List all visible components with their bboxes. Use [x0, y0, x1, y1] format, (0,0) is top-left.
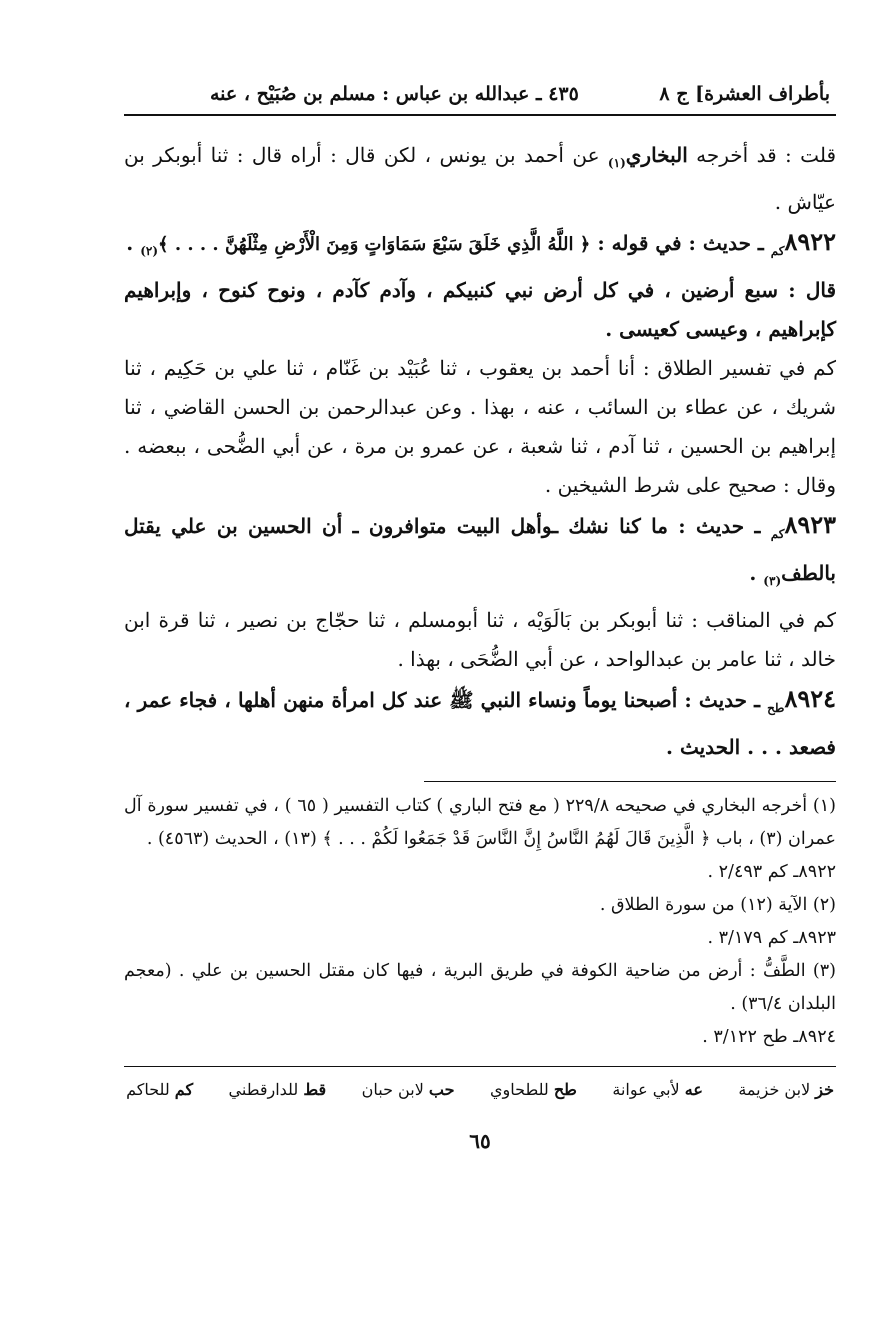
abbr-label: لأبي عوانة [612, 1080, 680, 1099]
footnote-2: (٢) الآية (١٢) من سورة الطلاق . [599, 895, 836, 915]
abbr-label: للطحاوي [489, 1080, 549, 1099]
book-page [124, 74, 836, 1304]
hadith-8923 [124, 505, 836, 601]
footnote-3: (٣) الطَّفُّ : أرض من ضاحية الكوفة في طريق البرية ، فيها كان مقتل الحسين بن علي . (معجم البلدان ٣٦/٤) . [124, 961, 836, 1014]
abbr-code: حب [428, 1080, 455, 1099]
abbr-label: للحاكم [126, 1080, 170, 1099]
hadith-8922 [124, 222, 836, 349]
footnote-ref-8922: ٨٩٢٢ـ كم ٢/٤٩٣ . [707, 862, 836, 882]
source-mark: طح [767, 701, 785, 715]
quran-verse: ﴿ اللَّهُ الَّذِي خَلَقَ سَبْعَ سَمَاوَاتٍ وَمِنَ الْأَرْضِ مِثْلَهُنَّ . . . . ﴾ [158, 234, 591, 255]
abbreviations-key [124, 1067, 836, 1113]
abbr-code: طح [553, 1080, 577, 1099]
abbr-label: للدارقطني [228, 1080, 299, 1099]
text-run: . [749, 561, 764, 585]
abbr-item [490, 1067, 577, 1113]
abbr-code: قط [303, 1080, 327, 1099]
paragraph-note-bukhari [124, 136, 836, 222]
text-run: عن أحمد بن يونس ، لكن قال : أراه قال : ثنا أبوبكر بن عيّاش . [124, 143, 836, 214]
footnote-ref-8924: ٨٩٢٤ـ طح ٣/١٢٢ . [702, 1027, 836, 1047]
hadith-lead: ـ حديث : في قوله : [590, 231, 771, 255]
abbr-item [126, 1067, 193, 1113]
abbr-item [738, 1067, 834, 1113]
footnote-ref: (٢) [140, 244, 159, 258]
text-run: . [126, 231, 141, 255]
header-volume: بأطراف العشرة] ج ٨ [659, 83, 830, 105]
hadith-text: ـ حديث : ما كنا نشك ـوأهل البيت متوافرون ـ أن الحسين بن علي يقتل بالطف [124, 514, 836, 585]
abbr-label: لابن حبان [361, 1080, 424, 1099]
hadith-text: ـ حديث : أصبحنا يوماً ونساء النبي ﷺ عند كل امرأة منهن أهلها ، فجاء عمر ، فصعد . . . الحديث . [124, 688, 836, 759]
page-number: ٦٥ [469, 1129, 491, 1153]
bold-run: البخاري [625, 143, 688, 167]
header-chapter: ٤٣٥ ـ عبدالله بن عباس : مسلم بن صُبَيْح ، عنه [210, 83, 579, 105]
footnote-ref: (١) [607, 156, 626, 170]
abbr-item [612, 1067, 703, 1113]
source-mark: كم [770, 244, 785, 258]
text-run: قلت : قد أخرجه [687, 143, 836, 167]
hadith-text: قال : سبع أرضين ، في كل أرض نبي كنبيكم ، وآدم كآدم ، ونوح كنوح ، وإبراهيم كإبراهيم ، وعيسى كعيسى . [124, 278, 836, 341]
abbr-item [362, 1067, 455, 1113]
abbr-item [229, 1067, 327, 1113]
footnote-ref-8923: ٨٩٢٣ـ كم ٣/١٧٩ . [707, 928, 836, 948]
footnote-1: (١) أخرجه البخاري في صحيحه ٢٢٩/٨ ( مع فتح الباري ) كتاب التفسير ( ٦٥ ) ، في تفسير سورة آل عمران (٣) ، باب ﴿ الَّذِينَ قَالَ لَهُمُ النَّاسُ إِنَّ النَّاسَ قَدْ جَمَعُوا لَكُمْ . . . ﴾ (١٣) ، الحديث (٤٥٦٣) . [124, 796, 836, 849]
source-mark: كم [770, 527, 785, 541]
hadith-number: ٨٩٢٣ [784, 510, 836, 539]
footnotes [124, 790, 836, 1054]
main-text [124, 136, 836, 767]
hadith-number: ٨٩٢٤ [784, 684, 836, 713]
source-8922: كم في تفسير الطلاق : أنا أحمد بن يعقوب ، ثنا عُبَيْد بن غَنّام ، ثنا علي بن حَكِيم ، ثنا شريك ، عن عطاء بن السائب ، عنه ، بهذا . وعن عبدالرحمن بن الحسن القاضي ، ثنا إبراهيم بن الحسين ، ثنا آدم ، ثنا شعبة ، عن عمرو بن مرة ، عن أبي الضُّحى ، ببعضه . وقال : صحيح على شرط الشيخين . [124, 356, 836, 497]
abbr-code: كم [174, 1080, 194, 1099]
hadith-8924 [124, 679, 836, 767]
running-header [124, 74, 836, 116]
abbr-code: خز [815, 1080, 834, 1099]
footnote-divider [424, 781, 836, 782]
footnote-ref: (٣) [763, 574, 782, 588]
hadith-number: ٨٩٢٢ [784, 227, 836, 256]
abbr-label: لابن خزيمة [738, 1080, 811, 1099]
source-8923: كم في المناقب : ثنا أبوبكر بن بَالَوَيْه ، ثنا أبومسلم ، ثنا حجّاج بن نصير ، ثنا قرة ابن خالد ، ثنا عامر بن عبدالواحد ، عن أبي الضُّحَى ، بهذا . [124, 608, 836, 671]
abbr-code: عه [684, 1080, 703, 1099]
